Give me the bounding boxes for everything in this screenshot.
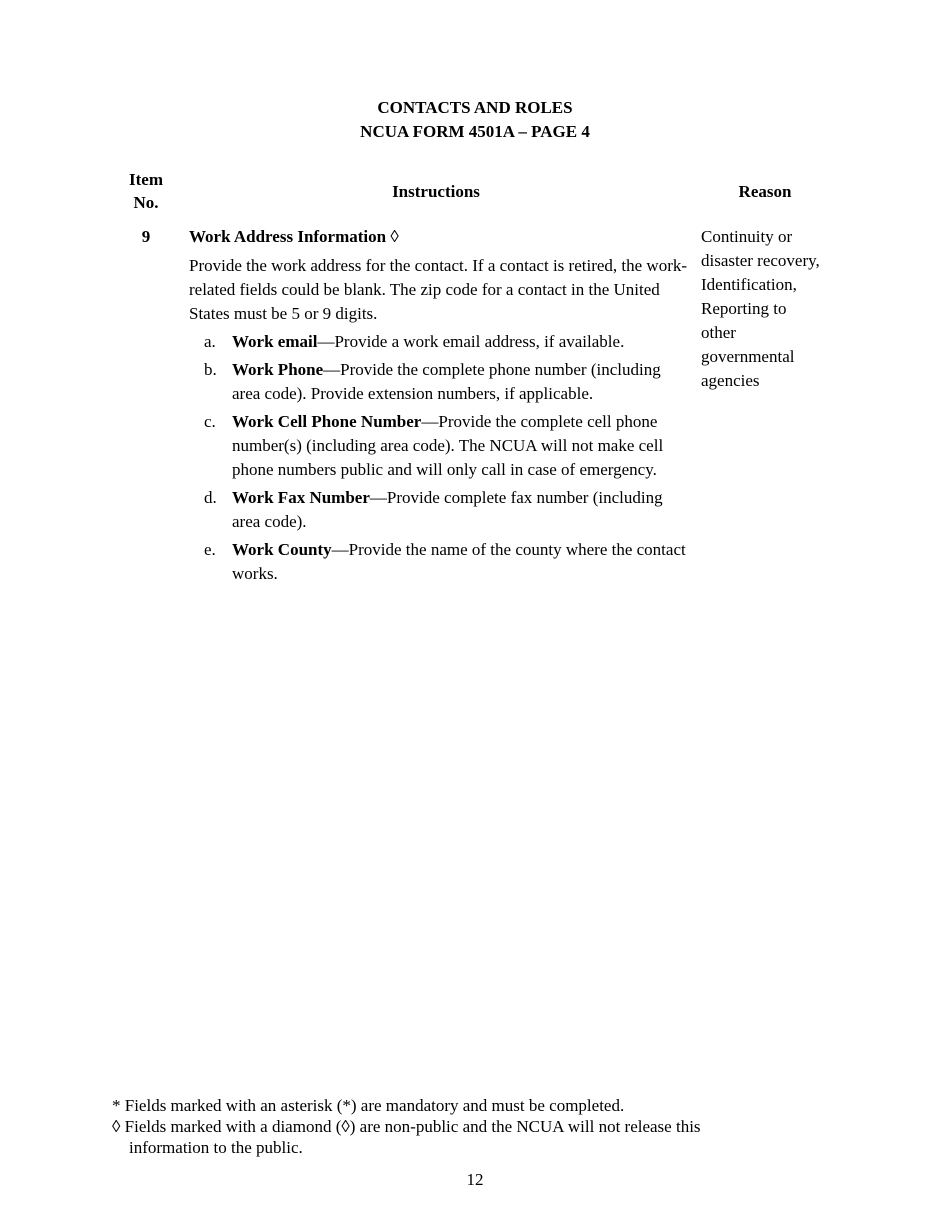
sub-item-term: Work Fax Number <box>232 488 370 507</box>
sub-item-text: —Provide the complete cell phone number(s) (including area code). The NCUA will not make cell phone numbers public and will only call in case of emergency. <box>232 412 664 479</box>
sub-item-term: Work email <box>232 332 318 351</box>
sub-item-work-fax <box>189 486 689 534</box>
sub-item-text: —Provide the complete phone number (including area code). Provide extension numbers, if applicable. <box>232 360 661 403</box>
column-header-item-line2: No. <box>133 193 159 212</box>
reason-cell: Continuity or disaster recovery, Identification, Reporting to other governmental agencies <box>701 227 820 390</box>
sub-item-work-phone <box>189 358 689 406</box>
sub-item-work-email <box>189 330 689 354</box>
title-line-1: CONTACTS AND ROLES <box>377 98 573 117</box>
sub-item-term: Work County <box>232 540 332 559</box>
sub-item-term: Work Phone <box>232 360 324 379</box>
sub-item-text: —Provide complete fax number (including area code). <box>232 488 663 531</box>
footnote-asterisk: * Fields marked with an asterisk (*) are mandatory and must be completed. <box>112 1096 625 1115</box>
footnote-diamond-continued: information to the public. <box>129 1138 303 1157</box>
column-header-item-no <box>118 168 174 214</box>
item-intro: Provide the work address for the contact. If a contact is retired, the work-related fields could be blank. The zip code for a contact in the United States must be 5 or 9 digits. <box>189 256 688 323</box>
sub-item-work-county <box>189 538 689 586</box>
column-header-reason: Reason <box>738 182 792 201</box>
item-number: 9 <box>141 227 151 246</box>
page-number: 12 <box>466 1170 484 1189</box>
sub-item-letter: e. <box>204 540 216 559</box>
sub-item-letter: b. <box>204 360 217 379</box>
item-heading: Work Address Information ◊ <box>189 227 399 246</box>
column-header-item-line1: Item <box>129 170 163 189</box>
sub-item-list <box>189 330 689 586</box>
footnote-diamond: ◊ Fields marked with a diamond (◊) are non-public and the NCUA will not release this <box>112 1117 701 1136</box>
title-line-2: NCUA FORM 4501A – PAGE 4 <box>360 122 590 141</box>
sub-item-letter: c. <box>204 412 216 431</box>
footnotes <box>112 1095 812 1158</box>
page-title <box>0 96 950 144</box>
sub-item-letter: d. <box>204 488 217 507</box>
column-header-instructions: Instructions <box>392 182 480 201</box>
instructions-cell <box>189 225 689 590</box>
sub-item-text: —Provide the name of the county where the contact works. <box>232 540 686 583</box>
sub-item-letter: a. <box>204 332 216 351</box>
sub-item-text: —Provide a work email address, if available. <box>317 332 625 351</box>
sub-item-term: Work Cell Phone Number <box>232 412 422 431</box>
sub-item-work-cell-phone <box>189 410 689 482</box>
